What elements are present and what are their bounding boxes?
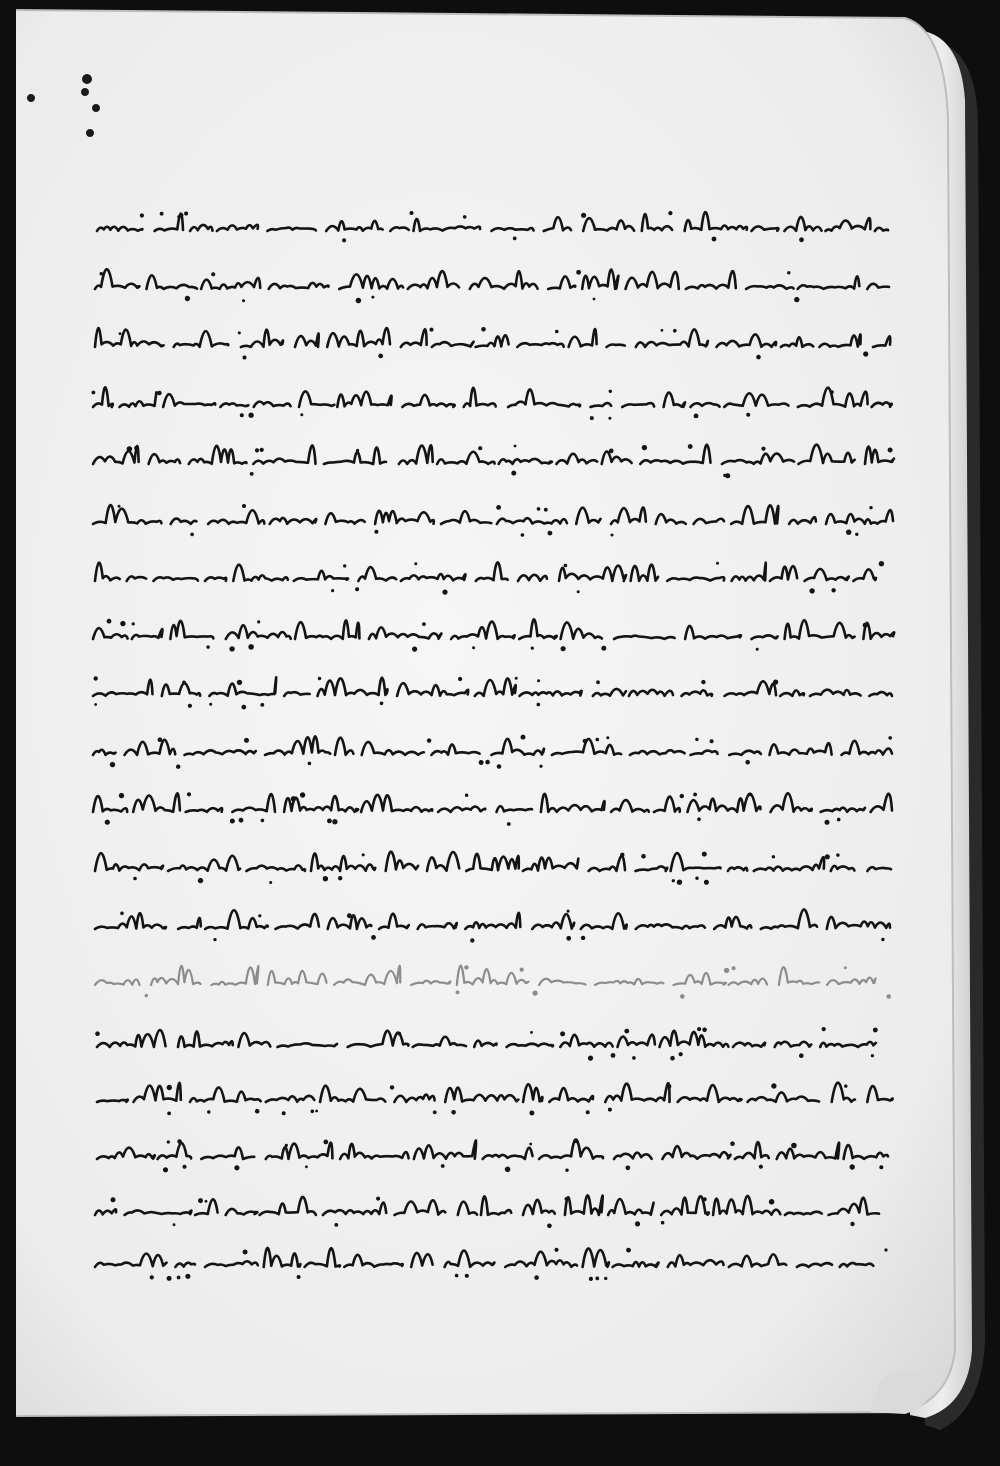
text-line [93, 619, 894, 652]
ink-stroke [97, 212, 888, 231]
text-line [95, 561, 884, 595]
text-line [97, 1139, 888, 1172]
ink-stroke [97, 1139, 888, 1159]
text-line [95, 327, 890, 360]
text-line [95, 1248, 888, 1281]
ink-stroke [93, 445, 894, 464]
ink-stroke [93, 793, 892, 812]
text-line [93, 676, 892, 709]
text-line [95, 852, 891, 885]
ink-stroke [93, 387, 892, 407]
ink-stroke [95, 562, 876, 581]
ink-stroke [93, 677, 892, 696]
diacritic-dots [120, 910, 884, 943]
text-line [93, 444, 894, 478]
text-line [93, 735, 892, 769]
ink-stroke [93, 505, 893, 524]
ink-stroke [93, 619, 894, 639]
ink-stroke [95, 269, 889, 289]
text-line [97, 1083, 893, 1116]
text-line [95, 269, 889, 303]
stamp-line [95, 965, 891, 999]
text-line [97, 211, 888, 242]
text-line [95, 909, 890, 942]
diacritic-dots [150, 1248, 888, 1281]
ink-stroke [95, 328, 890, 347]
text-line [95, 1027, 877, 1061]
text-line [93, 504, 893, 537]
text-line [92, 387, 892, 420]
diacritic-dots [331, 561, 884, 595]
text-line [93, 792, 892, 826]
ink-stroke [95, 1248, 873, 1267]
ink-stroke [93, 736, 892, 755]
ink-stroke [95, 852, 891, 871]
diacritic-dots [118, 504, 873, 537]
text-line [95, 1195, 879, 1228]
ink-stroke [97, 1030, 876, 1047]
ink-stroke [95, 1195, 879, 1215]
ink-stroke [95, 966, 876, 985]
ink-stroke [95, 909, 890, 929]
